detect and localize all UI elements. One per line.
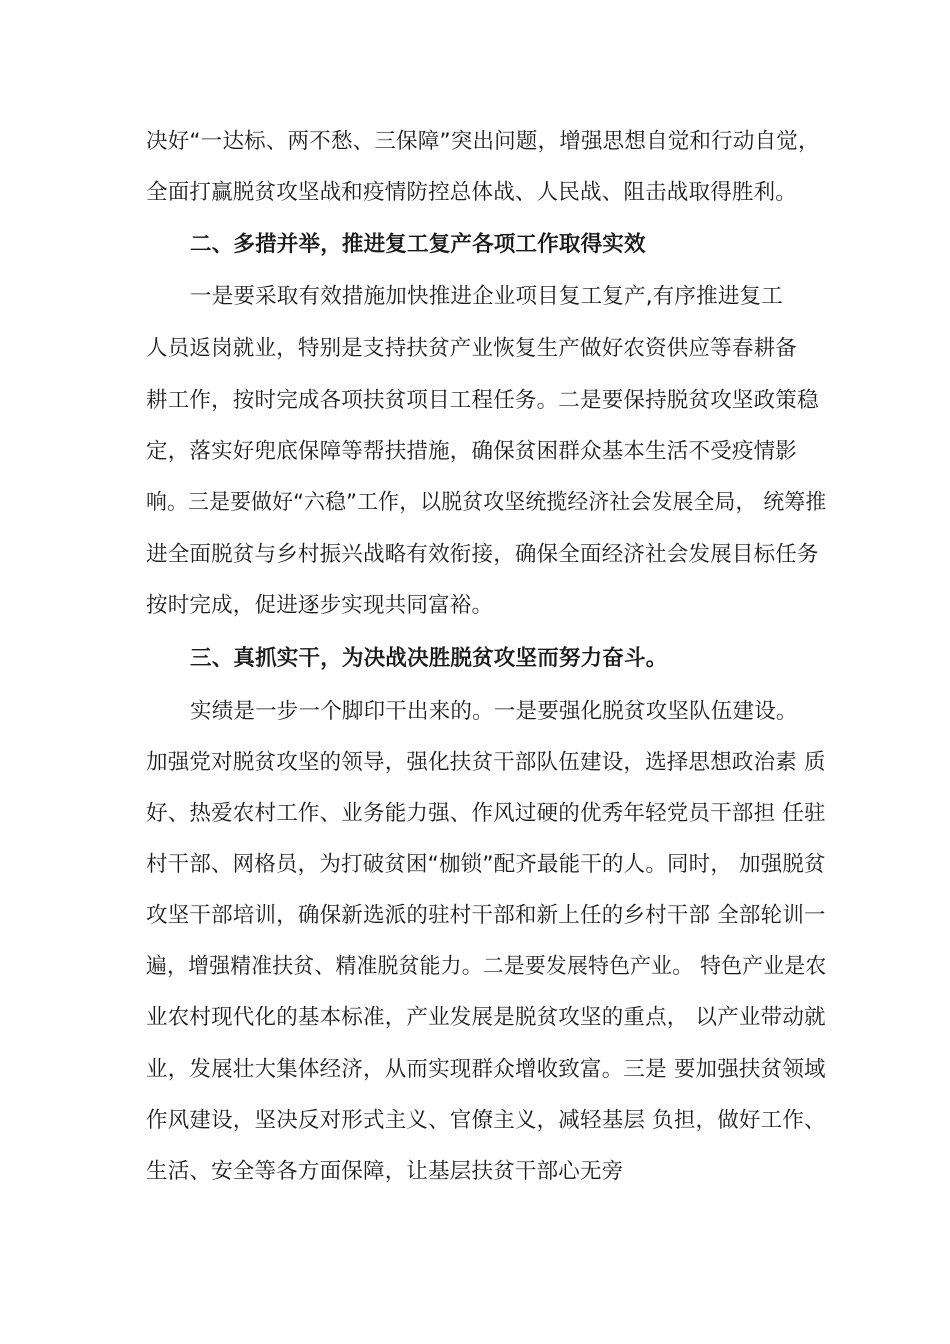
body-text-line: 响。三是要做好“六稳”工作，以脱贫攻坚统揽经济社会发展全局， 统筹推 (146, 490, 827, 515)
body-text-line: 作风建设，坚决反对形式主义、官僚主义，减轻基层 负担，做好工作、 (146, 1108, 826, 1133)
section-heading: 三、真抓实干，为决战决胜脱贫攻坚而努力奋斗。 (190, 646, 668, 671)
body-text-line: 加强党对脱贫攻坚的领导，强化扶贫干部队伍建设，选择思想政治素 质 (146, 750, 826, 775)
paragraph-first-line: 一是要采取有效措施加快推进企业项目复工复产,有序推进复工 (190, 284, 783, 309)
body-text-line: 进全面脱贫与乡村振兴战略有效衔接，确保全面经济社会发展目标任务 (146, 542, 819, 567)
body-text-line: 遍，增强精准扶贫、精准脱贫能力。二是要发展特色产业。 特色产业是农 (146, 954, 827, 979)
body-text-line: 定，落实好兜底保障等帮扶措施，确保贫困群众基本生活不受疫情影 (146, 439, 798, 464)
body-text-line: 全面打赢脱贫攻坚战和疫情防控总体战、人民战、阻击战取得胜利。 (146, 180, 798, 205)
body-text-line: 业，发展壮大集体经济，从而实现群众增收致富。三是 要加强扶贫领域 (146, 1057, 826, 1082)
body-text-line: 好、热爱农村工作、业务能力强、作风过硬的优秀年轻党员干部担 任驻 (146, 801, 826, 826)
body-text-line: 耕工作，按时完成各项扶贫项目工程任务。二是要保持脱贫攻坚政策稳 (146, 388, 819, 413)
body-text-line: 人员返岗就业，特别是支持扶贫产业恢复生产做好农资供应等春耕备 (146, 336, 798, 361)
body-text-line: 生活、安全等各方面保障，让基层扶贫干部心无旁 (146, 1159, 624, 1184)
body-text-line: 按时完成，促进逐步实现共同富裕。 (146, 593, 494, 618)
body-text-line: 村干部、网格员，为打破贫困“枷锁”配齐最能干的人。同时， 加强脱贫 (146, 852, 826, 877)
body-text-line: 决好“一达标、两不愁、三保障”突出问题，增强思想自觉和行动自觉， (146, 129, 820, 154)
body-text-line: 攻坚干部培训，确保新选派的驻村干部和新上任的乡村干部 全部轮训一 (146, 903, 826, 928)
body-text-line: 业农村现代化的基本标准，产业发展是脱贫攻坚的重点， 以产业带动就 (146, 1005, 826, 1030)
paragraph-first-line: 实绩是一步一个脚印干出来的。一是要强化脱贫攻坚队伍建设。 (190, 699, 798, 724)
section-heading: 二、多措并举，推进复工复产各项工作取得实效 (190, 232, 646, 257)
